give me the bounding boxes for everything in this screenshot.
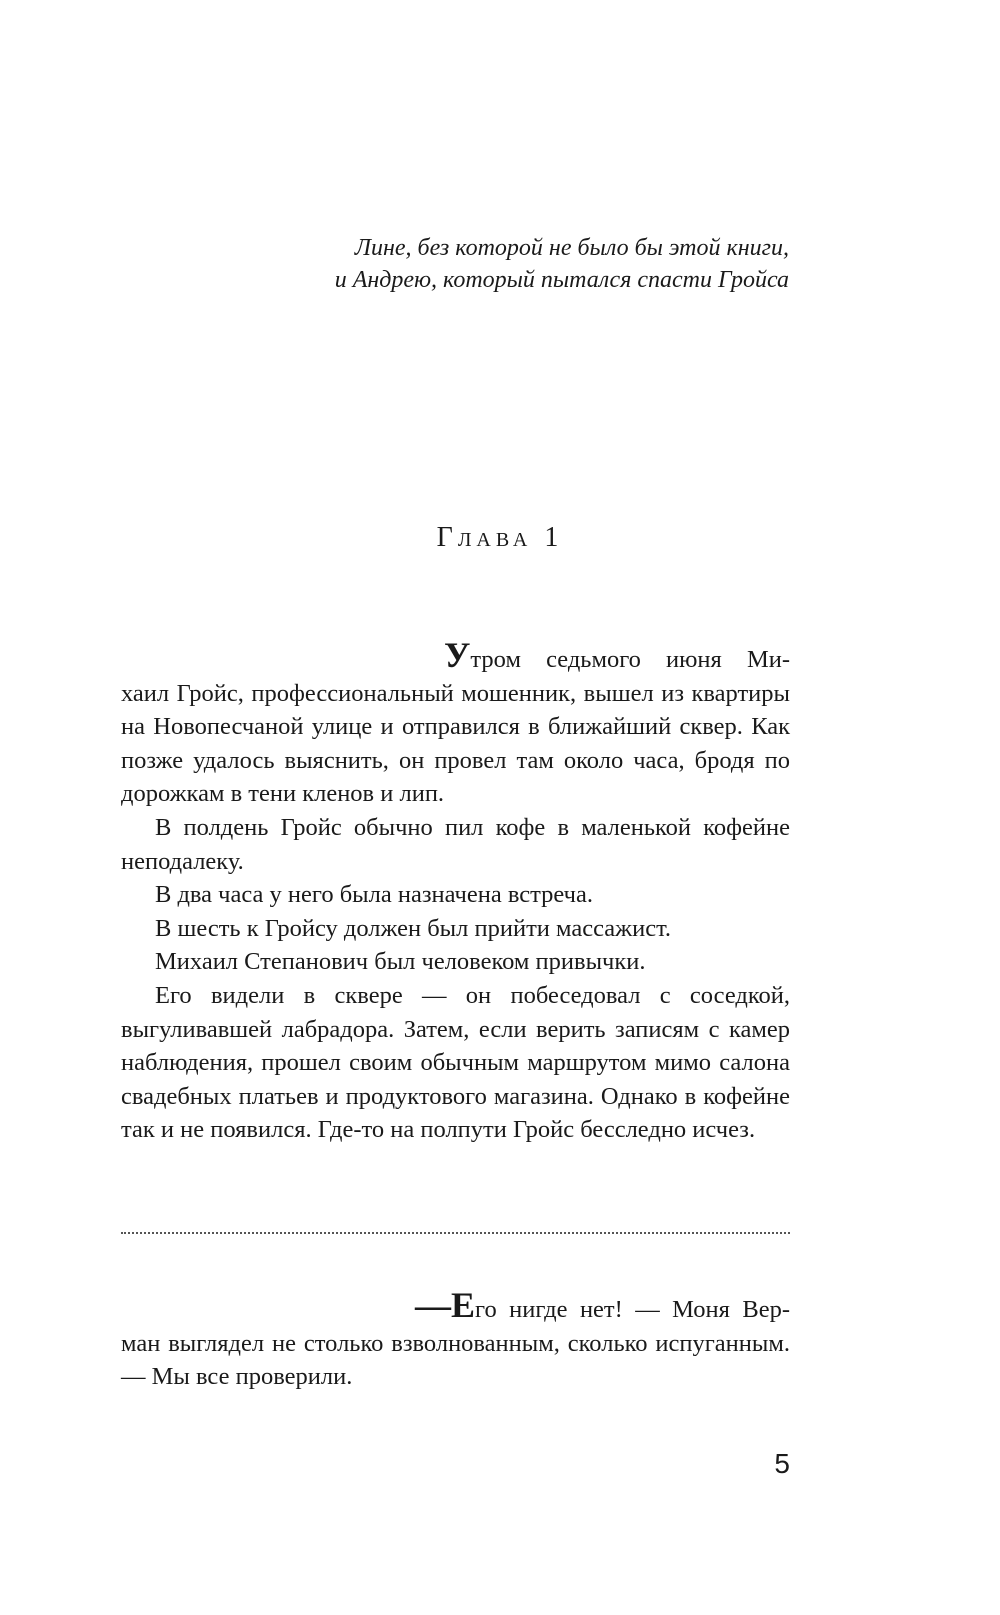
drop-cap: Е (451, 1285, 476, 1325)
first-paragraph (121, 635, 790, 811)
chapter-title: Глава 1 (436, 522, 564, 553)
first-line-text: го нигде нет! — Моня Вер- (475, 1296, 790, 1323)
first-paragraph (121, 1285, 790, 1394)
dedication-line-1: Лине, без которой не было бы этой книги, (354, 235, 789, 261)
paragraph: Его видели в сквере — он побеседовал с соседкой, выгуливавшей лабрадора. Затем, если верить записям с камер наблюдения, прошел своим обычным маршрутом мимо салона свадебных платьев и продуктового магазина. Однако в кофейне так и не появился. Где-то на полпути Гройс бесследно исчез. (121, 981, 790, 1144)
drop-cap: У (444, 635, 471, 675)
chapter-section-1 (121, 635, 790, 1147)
paragraph: В полдень Гройс обычно пил кофе в маленькой кофейне неподалеку. (121, 813, 790, 875)
first-paragraph-rest: хаил Гройс, профессиональный мошенник, вышел из квартиры на Новопесчаной улице и отправился в ближайший сквер. Как позже удалось выяснить, он провел там около часа, бродя по дорожкам в тени кленов и лип. (121, 679, 790, 808)
paragraph: Михаил Степанович был человеком привычки. (155, 948, 646, 976)
section-divider (121, 1232, 790, 1234)
paragraph: В шесть к Гройсу должен был прийти массажист. (155, 914, 672, 942)
first-line (121, 635, 790, 677)
first-line-text: тром седьмого июня Ми- (470, 646, 790, 673)
dedication-line-2: и Андрею, который пытался спасти Гройса (334, 267, 789, 293)
paragraph: В два часа у него была назначена встреча. (155, 881, 593, 909)
first-line (121, 1285, 790, 1327)
chapter-section-2 (121, 1285, 790, 1394)
page-number: 5 (774, 1448, 790, 1479)
first-paragraph-rest: ман выглядел не столько взволнованным, сколько испуганным. — Мы все проверили. (121, 1329, 790, 1391)
dialogue-dash: — (415, 1285, 451, 1325)
dedication (189, 232, 789, 296)
